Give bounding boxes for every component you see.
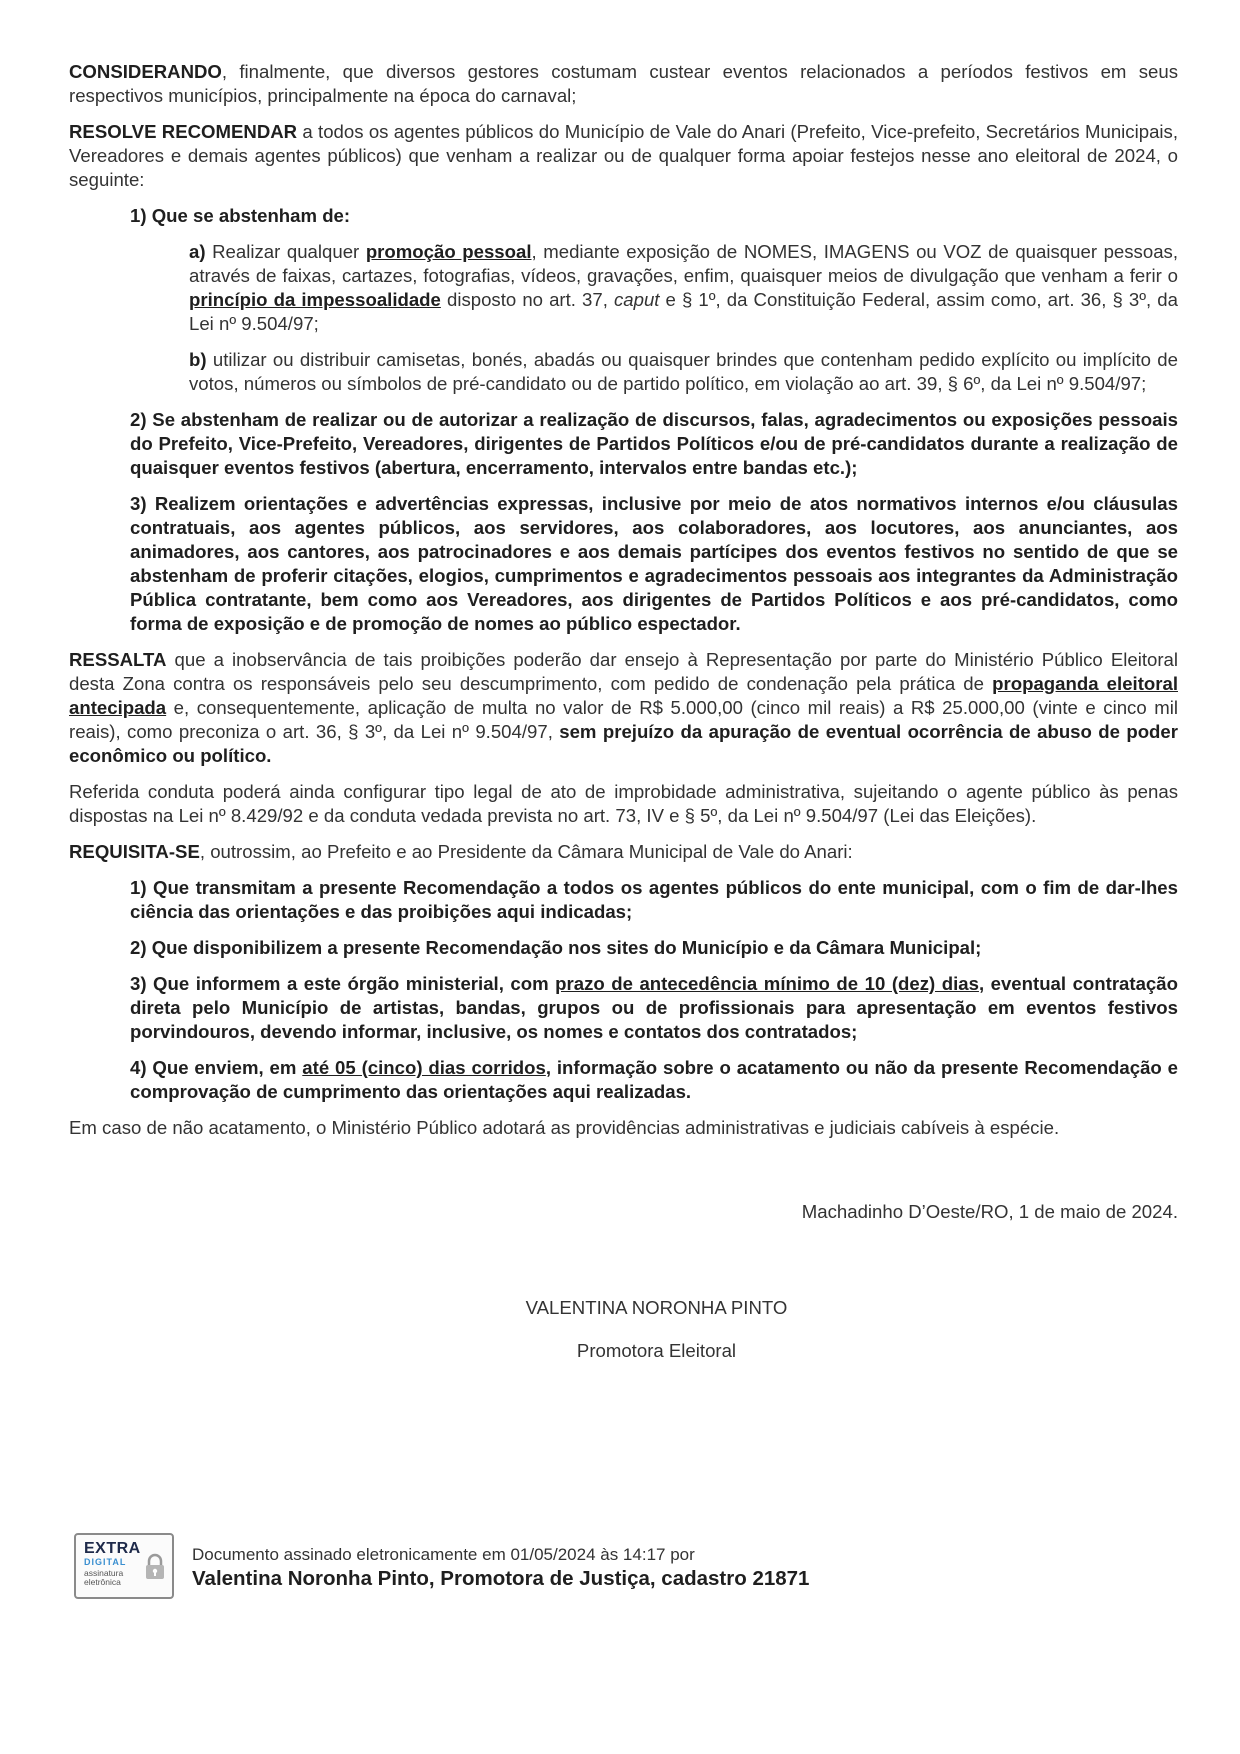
seal-line-1: EXTRA — [84, 1540, 141, 1557]
item1a-text-3: disposto no art. 37, — [440, 289, 614, 310]
req3-underline: prazo de antecedência mínimo de 10 (dez) dias — [555, 973, 979, 994]
considerando-lead: CONSIDERANDO — [69, 61, 222, 82]
referida-paragraph: Referida conduta poderá ainda configurar tipo legal de ato de improbidade administrativa, sujeitando o agente público às penas dispostas na Lei nº 8.429/92 e da conduta vedada prevista no art. 73, IV e § 5º, da Lei nº 9.504/97 (Lei das Eleições). — [69, 781, 1178, 826]
resolve-paragraph — [69, 120, 1178, 192]
item1a-letter: a) — [189, 241, 206, 262]
req4-underline: até 05 (cinco) dias corridos — [302, 1057, 546, 1078]
requisita-lead: REQUISITA-SE — [69, 841, 200, 862]
item1a-italic: caput — [613, 289, 660, 310]
signer-name: VALENTINA NORONHA PINTO — [525, 1297, 788, 1318]
item1a-text-4: e § 1º, da Constituição Federal, assim como, art. 36, § 3º, da Lei nº 9.504/97; — [189, 289, 1178, 334]
digital-signature-seal — [74, 1533, 174, 1599]
requisita-paragraph — [69, 840, 1178, 864]
seal-line-2: DIGITAL — [84, 1557, 127, 1567]
item1a-underline-2: princípio da impessoalidade — [189, 289, 441, 310]
seal-line-3: assinatura — [84, 1568, 124, 1578]
item1b-text: utilizar ou distribuir camisetas, bonés, abadás ou quaisquer brindes que contenham pedido explícito ou implícito de votos, números ou símbolos de pré-candidato ou de partido político, em violação ao art. 39, § 6º, da Lei nº 9.504/97; — [189, 349, 1178, 394]
item1a-text-1: Realizar qualquer — [205, 241, 366, 262]
esign-line-2: Valentina Noronha Pinto, Promotora de Justiça, cadastro 21871 — [192, 1567, 810, 1590]
requisita-text: , outrossim, ao Prefeito e ao Presidente da Câmara Municipal de Vale do Anari: — [199, 841, 853, 862]
req4-text-2: , informação sobre o acatamento ou não da presente Recomendação e comprovação de cumprimento das orientações aqui realizadas. — [130, 1057, 1178, 1102]
closing-paragraph: Em caso de não acatamento, o Ministério Público adotará as providências administrativas e judiciais cabíveis à espécie. — [69, 1117, 1060, 1138]
signer-role: Promotora Eleitoral — [576, 1340, 737, 1361]
electronic-signature-block — [74, 1533, 1174, 1613]
req1-paragraph: 1) Que transmitam a presente Recomendação a todos os agentes públicos do ente municipal, com o fim de dar-lhes ciência das orientações e das proibições aqui indicadas; — [130, 877, 1178, 922]
req3-paragraph — [130, 972, 1178, 1044]
item2-paragraph: 2) Se abstenham de realizar ou de autorizar a realização de discursos, falas, agradecimentos ou exposições pessoais do Prefeito, Vice-Prefeito, Vereadores, dirigentes de Partidos Políticos e/ou de pré-candidatos durante a realização de quaisquer eventos festivos (abertura, encerramento, intervalos entre bandas etc.); — [130, 409, 1178, 478]
item3-paragraph: 3) Realizem orientações e advertências expressas, inclusive por meio de atos normativos internos e/ou cláusulas contratuais, aos agentes públicos, aos servidores, aos colaboradores, aos locutores, aos anunciantes, aos animadores, aos cantores, aos patrocinadores e aos demais partícipes dos eventos festivos no sentido de que se abstenham de proferir citações, elogios, cumprimentos e agradecimentos pessoais aos integrantes da Administração Pública contratante, bem como aos Vereadores, aos dirigentes de Partidos Políticos e aos pré-candidatos, como forma de exposição e de promoção de nomes ao público espectador. — [130, 493, 1178, 634]
ressalta-underline: propaganda eleitoral antecipada — [69, 673, 1178, 718]
item1a-text-2: , mediante exposição de NOMES, IMAGENS ou VOZ de quaisquer pessoas, através de faixas, cartazes, fotografias, vídeos, gravações, enfim, quaisquer meios de divulgação que venham a ferir o — [189, 241, 1178, 286]
seal-text — [84, 1541, 141, 1586]
req4-paragraph — [130, 1056, 1178, 1104]
item1b-letter: b) — [189, 349, 207, 370]
considerando-paragraph — [69, 60, 1178, 108]
req3-text-1: 3) Que informem a este órgão ministerial, com — [130, 973, 556, 994]
seal-line-4: eletrônica — [84, 1576, 121, 1587]
resolve-lead: RESOLVE RECOMENDAR — [69, 121, 298, 142]
req3-text-2: , eventual contratação direta pelo Município de artistas, bandas, grupos ou de profissionais para apresentação em eventos festivos porvindouros, devendo informar, inclusive, os nomes e contatos dos contratados; — [130, 973, 1178, 1042]
item1a-paragraph — [189, 240, 1178, 336]
ressalta-text-1: que a inobservância de tais proibições poderão dar ensejo à Representação por parte do Ministério Público Eleitoral desta Zona contra os responsáveis pelo seu descumprimento, com pedido de condenação pela prática de — [69, 649, 1178, 694]
ressalta-paragraph — [69, 648, 1178, 768]
esign-line-1: Documento assinado eletronicamente em 01/05/2024 às 14:17 por — [192, 1545, 695, 1564]
ressalta-text-2: e, consequentemente, aplicação de multa no valor de R$ 5.000,00 (cinco mil reais) a R$ 25.000,00 (vinte e cinco mil reais), como preconiza o art. 36, § 3º, da Lei nº 9.504/97, — [69, 697, 1178, 742]
ressalta-lead: RESSALTA — [69, 649, 167, 670]
req4-text-1: 4) Que enviem, em — [130, 1057, 303, 1078]
padlock-icon — [144, 1553, 166, 1581]
considerando-text: , finalmente, que diversos gestores costumam custear eventos relacionados a períodos festivos em seus respectivos municípios, principalmente na época do carnaval; — [69, 61, 1178, 106]
req2-paragraph: 2) Que disponibilizem a presente Recomendação nos sites do Município e da Câmara Municipal; — [130, 937, 982, 958]
place-date: Machadinho D’Oeste/RO, 1 de maio de 2024. — [801, 1201, 1178, 1222]
item1b-paragraph — [189, 348, 1178, 396]
resolve-text: a todos os agentes públicos do Município de Vale do Anari (Prefeito, Vice-prefeito, Secretários Municipais, Vereadores e demais agentes públicos) que venham a realizar ou de qualquer forma apoiar festejos nesse ano eleitoral de 2024, o seguinte: — [69, 121, 1179, 190]
item1a-underline-1: promoção pessoal — [365, 241, 532, 262]
item1-heading: 1) Que se abstenham de: — [130, 205, 351, 226]
ressalta-bold: sem prejuízo da apuração de eventual ocorrência de abuso de poder econômico ou político. — [69, 721, 1178, 766]
